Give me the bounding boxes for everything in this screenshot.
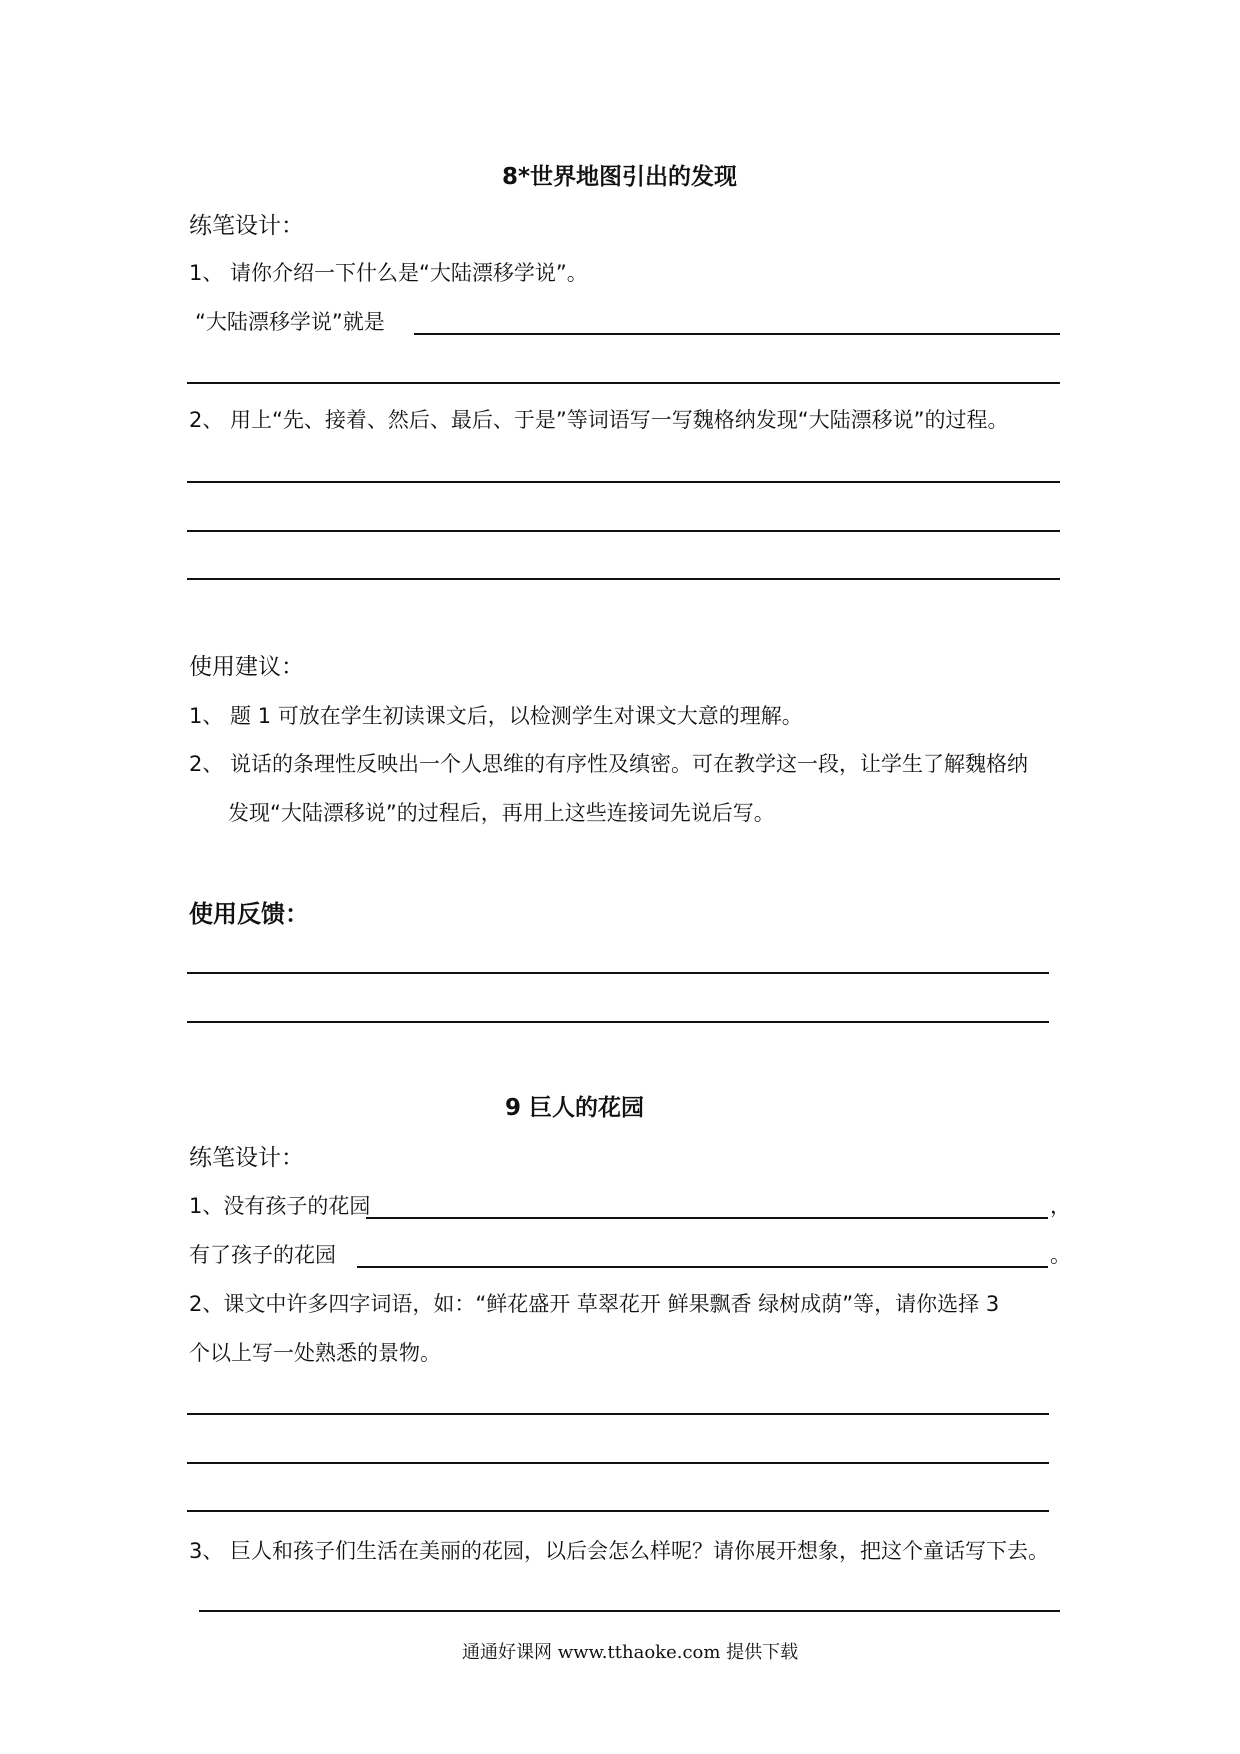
- section9-question-2-continued: 个以上写一处熟悉的景物。: [189, 1341, 441, 1365]
- answer-line[interactable]: [187, 578, 1060, 580]
- section8-question-1-prompt: “大陆漂移学说”就是: [195, 310, 385, 334]
- section9-question-1: 1、没有孩子的花园: [189, 1194, 371, 1218]
- section8-suggestion-heading: 使用建议：: [189, 654, 304, 680]
- section9-question-2: 2、课文中许多四字词语，如：“鲜花盛开 草翠花开 鲜果飘香 绿树成荫”等，请你选择 3: [189, 1292, 1000, 1316]
- section8-feedback-heading: 使用反馈：: [189, 900, 309, 928]
- section9-question-3: 3、 巨人和孩子们生活在美丽的花园，以后会怎么样呢？请你展开想象，把这个童话写下去。: [189, 1539, 1050, 1563]
- section9-practice-heading: 练笔设计：: [189, 1145, 304, 1171]
- footer-credit: 通通好课网 www.tthaoke.com 提供下载: [462, 1642, 799, 1663]
- section8-suggestion-2-continued: 发现“大陆漂移说”的过程后，再用上这些连接词先说后写。: [228, 801, 775, 825]
- section8-suggestion-1: 1、 题 1 可放在学生初读课文后，以检测学生对课文大意的理解。: [189, 704, 803, 728]
- answer-line[interactable]: [187, 1510, 1049, 1512]
- comma-mark: ，: [1050, 1194, 1071, 1218]
- feedback-line[interactable]: [187, 1021, 1049, 1023]
- period-mark: 。: [1050, 1243, 1071, 1267]
- answer-line[interactable]: [187, 530, 1060, 532]
- answer-line[interactable]: [187, 382, 1060, 384]
- section9-title: 9 巨人的花园: [505, 1095, 645, 1121]
- answer-line[interactable]: [187, 1413, 1049, 1415]
- answer-line[interactable]: [366, 1217, 1048, 1219]
- answer-line[interactable]: [357, 1266, 1048, 1268]
- section8-question-2: 2、 用上“先、接着、然后、最后、于是”等词语写一写魏格纳发现“大陆漂移说”的过程。: [189, 408, 1009, 432]
- section8-suggestion-2: 2、 说话的条理性反映出一个人思维的有序性及缜密。可在教学这一段，让学生了解魏格纳: [189, 752, 1029, 776]
- section8-question-1: 1、 请你介绍一下什么是“大陆漂移学说”。: [189, 261, 588, 285]
- answer-line[interactable]: [414, 333, 1060, 335]
- section9-question-1-second: 有了孩子的花园: [189, 1243, 336, 1267]
- feedback-line[interactable]: [187, 972, 1049, 974]
- section8-title: 8*世界地图引出的发现: [502, 164, 738, 190]
- section8-practice-heading: 练笔设计：: [189, 213, 304, 239]
- answer-line[interactable]: [199, 1610, 1060, 1612]
- answer-line[interactable]: [187, 481, 1060, 483]
- answer-line[interactable]: [187, 1462, 1049, 1464]
